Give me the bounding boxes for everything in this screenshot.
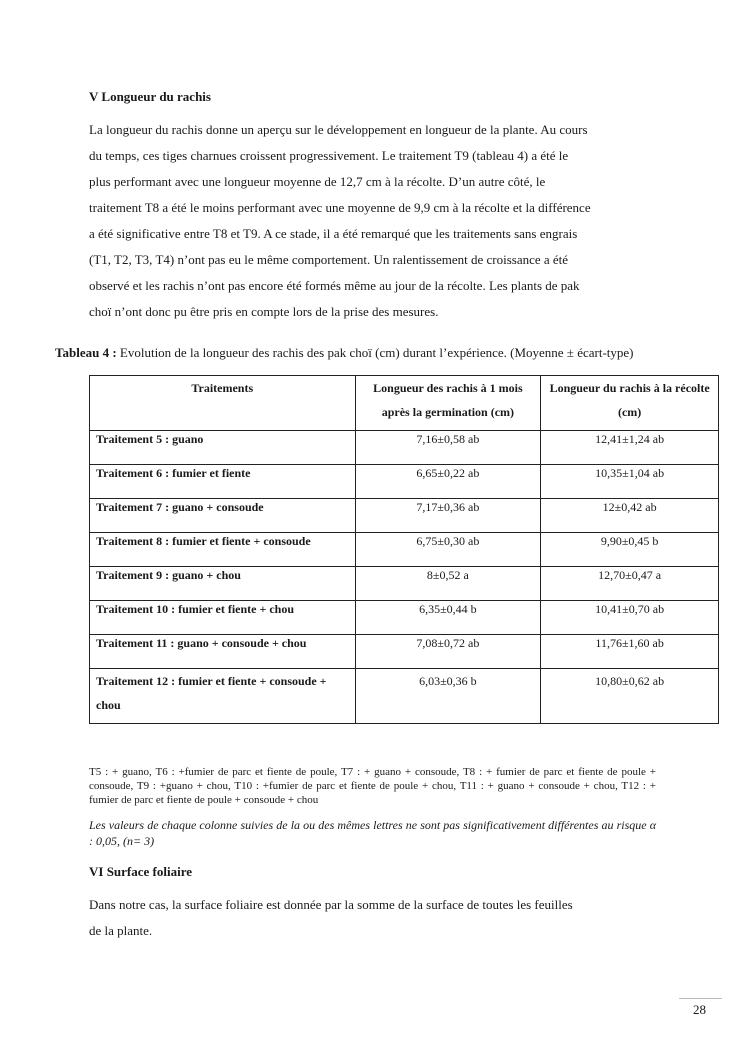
length-harvest: 12,41±1,24 ab xyxy=(541,431,719,465)
paragraph-line: traitement T8 a été le moins performant avec une moyenne de 9,9 cm à la récolte et la différence xyxy=(89,200,591,215)
length-harvest: 10,80±0,62 ab xyxy=(541,669,719,724)
length-1-month: 6,03±0,36 b xyxy=(355,669,541,724)
table-header-row xyxy=(90,376,719,431)
paragraph-line: a été significative entre T8 et T9. A ce stade, il a été remarqué que les traitements sans engrais xyxy=(89,226,578,241)
length-harvest: 12±0,42 ab xyxy=(541,499,719,533)
statistics-note: Les valeurs de chaque colonne suivies de la ou des mêmes lettres ne sont pas significativement différentes au risque α : 0,05, (n= 3) xyxy=(89,818,656,848)
length-harvest: 12,70±0,47 a xyxy=(541,567,719,601)
length-1-month: 7,17±0,36 ab xyxy=(355,499,541,533)
header-length-1-month: Longueur des rachis à 1 mois après la germination (cm) xyxy=(355,376,541,431)
section-v-paragraph xyxy=(89,117,656,325)
treatment-name: Traitement 11 : guano + consoude + chou xyxy=(90,635,356,669)
length-harvest: 10,41±0,70 ab xyxy=(541,601,719,635)
section-v-heading: V Longueur du rachis xyxy=(89,89,211,104)
page-number: 28 xyxy=(693,1002,706,1017)
paragraph-line: plus performant avec une longueur moyenne de 12,7 cm à la récolte. D’un autre côté, le xyxy=(89,174,546,189)
treatment-name: Traitement 9 : guano + chou xyxy=(90,567,356,601)
treatment-legend-note: T5 : + guano, T6 : +fumier de parc et fiente de poule, T7 : + guano + consoude, T8 : + fumier de parc et fiente de poule + consoude, T9 : +guano + chou, T10 : +fumier de parc et fiente de poule + chou, T11 : + guano + consoude + chou, T12 : + fumier de parc et fiente de poule + consoude + chou xyxy=(89,766,656,806)
paragraph-line: (T1, T2, T3, T4) n’ont pas eu le même comportement. Un ralentissement de croissance a été xyxy=(89,252,569,267)
length-harvest: 9,90±0,45 b xyxy=(541,533,719,567)
table-row xyxy=(90,431,719,465)
table-row xyxy=(90,499,719,533)
header-length-harvest: Longueur du rachis à la récolte (cm) xyxy=(541,376,719,431)
length-1-month: 6,75±0,30 ab xyxy=(355,533,541,567)
length-1-month: 7,08±0,72 ab xyxy=(355,635,541,669)
treatment-name: Traitement 8 : fumier et fiente + consoude xyxy=(90,533,356,567)
length-1-month: 8±0,52 a xyxy=(355,567,541,601)
table-caption xyxy=(55,345,633,361)
paragraph-line: observé et les rachis n’ont pas encore été formés même au jour de la récolte. Les plants de pak xyxy=(89,278,580,293)
table-row xyxy=(90,601,719,635)
paragraph-line: du temps, ces tiges charnues croissent progressivement. Le traitement T9 (tableau 4) a été le xyxy=(89,148,569,163)
treatment-name: Traitement 12 : fumier et fiente + consoude + chou xyxy=(90,669,356,724)
table-row xyxy=(90,567,719,601)
paragraph-line: de la plante. xyxy=(89,923,153,938)
length-harvest: 10,35±1,04 ab xyxy=(541,465,719,499)
paragraph-line: Dans notre cas, la surface foliaire est donnée par la somme de la surface de toutes les feuilles xyxy=(89,897,573,912)
table-caption-text: Evolution de la longueur des rachis des pak choï (cm) durant l’expérience. (Moyenne ± écart-type) xyxy=(116,345,634,360)
rachis-length-table xyxy=(89,375,719,724)
treatment-name: Traitement 6 : fumier et fiente xyxy=(90,465,356,499)
treatment-name: Traitement 7 : guano + consoude xyxy=(90,499,356,533)
table-row xyxy=(90,669,719,724)
header-treatments: Traitements xyxy=(90,376,356,431)
length-1-month: 6,35±0,44 b xyxy=(355,601,541,635)
treatment-name: Traitement 10 : fumier et fiente + chou xyxy=(90,601,356,635)
table-caption-label: Tableau 4 : xyxy=(55,345,117,360)
treatment-name: Traitement 5 : guano xyxy=(90,431,356,465)
length-1-month: 6,65±0,22 ab xyxy=(355,465,541,499)
paragraph-line: choï n’ont donc pu être pris en compte lors de la prise des mesures. xyxy=(89,304,439,319)
table-row xyxy=(90,533,719,567)
section-vi-paragraph xyxy=(89,892,656,944)
section-vi-heading: VI Surface foliaire xyxy=(89,864,193,879)
paragraph-line: La longueur du rachis donne un aperçu sur le développement en longueur de la plante. Au cours xyxy=(89,122,588,137)
length-1-month: 7,16±0,58 ab xyxy=(355,431,541,465)
table-row xyxy=(90,635,719,669)
table-row xyxy=(90,465,719,499)
footer-rule xyxy=(679,998,722,999)
length-harvest: 11,76±1,60 ab xyxy=(541,635,719,669)
